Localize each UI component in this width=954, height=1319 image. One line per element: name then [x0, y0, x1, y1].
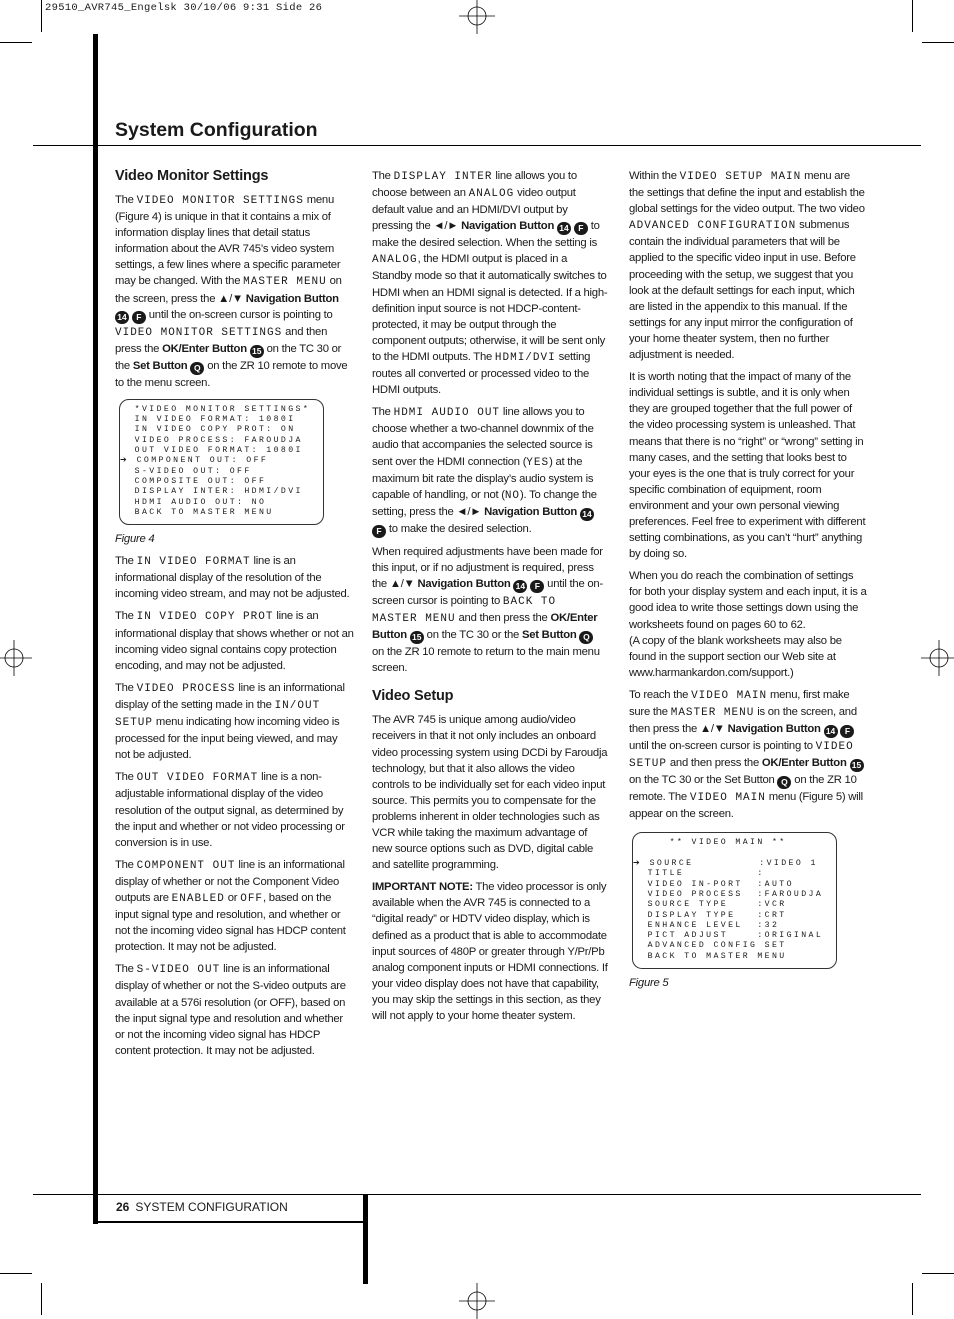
button-15-icon: 15: [850, 759, 864, 772]
button-f-icon: F: [372, 525, 386, 538]
button-q-icon: Q: [579, 631, 593, 644]
paragraph: The IN VIDEO FORMAT line is an informational display of the resolution of the incoming video stream, and may not be adjusted.: [115, 555, 350, 601]
registration-mark-icon: [921, 640, 954, 676]
paragraph: The AVR 745 is unique among audio/video receivers in that it not only includes an onboard video processing system using DCDi by Faroudja technology, but that it also allows the video controls to be individually set for each video input source. This permits you to compensate for the problems inherent in older technologies such as VCR while taking the maximum advantage of new source options such as DVD, digital cable and satellite programming.: [372, 714, 608, 872]
button-f-icon: F: [840, 725, 854, 738]
button-f-icon: F: [574, 222, 588, 235]
footer-underline: [97, 1221, 365, 1223]
crop-mark: [0, 42, 32, 43]
footer-bar: [363, 1194, 368, 1284]
button-f-icon: F: [132, 311, 146, 324]
figure-caption: Figure 5: [629, 977, 669, 990]
paragraph: The VIDEO MONITOR SETTINGS menu (Figure 4) is unique in that it contains a mix of information display lines that detail status information about the AVR 745’s video system settings, a few lines where a specific parameter may be changed. With the MASTER MENU on the screen, press the ▲/▼ Navigation Button 14 F until the on-screen cursor is pointing to VIDEO MONITOR SETTINGS and then press the OK/Enter Button 15 on the TC 30 or the Set Button Q on the ZR 10 remote to move to the menu screen.: [115, 194, 348, 389]
column-2: [372, 168, 608, 1030]
print-slug: 29510_AVR745_Engelsk 30/10/06 9:31 Side 26: [45, 2, 323, 14]
page-number: 26: [116, 1200, 130, 1214]
button-14-icon: 14: [824, 725, 838, 738]
paragraph: When required adjustments have been made for this input, or if no adjustment is required, press the ▲/▼ Navigation Button 14 F until the on-screen cursor is pointing to BACK TO MASTER MENU and then press the OK/Enter Button 15 on the TC 30 or the Set Button Q on the ZR 10 remote to return to the main menu screen.: [372, 545, 603, 675]
figure-caption: Figure 4: [115, 533, 155, 546]
osd-screen-figure-5: ** VIDEO MAIN ** ➔ SOURCE :VIDEO 1 TITLE : VIDEO IN-PORT :AUTO VIDEO PROCESS :FAROUDJA SOURCE TYPE :VCR DISPLAY TYPE :CRT ENHANCE LEVEL :32 PICT ADJUST :ORIGINAL ADVANCED CONFIG SET BACK TO MASTER MENU: [632, 832, 837, 969]
paragraph: The S-VIDEO OUT line is an informational display of whether or not the S-video outputs are available at a 576i resolution (or OFF), based on the input signal type and resolution and whether or not the incoming video signal has HDCP content protection. It may not be adjusted.: [115, 963, 346, 1057]
button-q-icon: Q: [777, 776, 791, 789]
button-14-icon: 14: [115, 311, 129, 324]
registration-mark-icon: [0, 640, 32, 676]
button-14-icon: 14: [557, 222, 571, 235]
paragraph: When you do reach the combination of settings for both your display system and each input, it is a good idea to write those settings down using the worksheets found on pages 60 to 62.: [629, 570, 867, 631]
footer-rule: [33, 1194, 921, 1195]
paragraph: The IN VIDEO COPY PROT line is an informational display that shows whether or not an incoming video signal contains copy protection encoding, and may not be adjusted.: [115, 610, 354, 672]
section-heading: Video Setup: [372, 688, 454, 705]
crop-mark: [922, 1273, 954, 1274]
paragraph: IMPORTANT NOTE: The video processor is only available when the AVR 745 is connected to a “digital ready” or HDTV video display, which is defined as a product that is able to accommodate input sources of 480P or greater through Y/Pr/Pb analog component inputs or HDMI connections. If your video display does not have that capability, you may skip the settings in this section, as they will not apply to your home theater system.: [372, 881, 608, 1023]
crop-mark: [912, 0, 913, 32]
button-15-icon: 15: [410, 631, 424, 644]
registration-mark-icon: [459, 0, 495, 34]
left-margin-bar: [93, 34, 98, 1224]
header-rule: [33, 145, 921, 146]
paragraph: It is worth noting that the impact of many of the individual settings is subtle, and it is only when they are grouped together that the full power of the video processing system is unleashed. That means that there is no “right” or “wrong” setting in many cases, and the setting that looks best to your eyes is the one that is truly correct for your specific combination of equipment, room environment and your own personal viewing preferences. Feel free to experiment with different setting combinations, as you can’t “hurt” anything by doing so.: [629, 371, 866, 561]
paragraph: The HDMI AUDIO OUT line allows you to choose whether a two-channel downmix of the audio that accompanies the selected source is sent over the HDMI connection (YES) at the maximum bit rate the display’s audio system is capable of handling, or not (NO). To change the setting, press the ◄/► Navigation Button 14 F to make the desired selection.: [372, 406, 597, 536]
crop-mark: [922, 42, 954, 43]
page-title: System Configuration: [115, 119, 318, 141]
registration-mark-icon: [459, 1283, 495, 1319]
paragraph: The VIDEO PROCESS line is an informational display of the setting made in the IN/OUT SETUP menu indicating how incoming video is processed for the input being viewed, and may not be adjusted.: [115, 681, 345, 762]
osd-screen-figure-4: *VIDEO MONITOR SETTINGS* IN VIDEO FORMAT: 1080I IN VIDEO COPY PROT: ON VIDEO PROCESS: FAROUDJA OUT VIDEO FORMAT: 1080I ➔ COMPONENT OUT: OFF S-VIDEO OUT: OFF COMPOSITE OUT: OFF DISPLAY INTER: HDMI/DVI HDMI AUDIO OUT: NO BACK TO MASTER MENU: [119, 399, 324, 525]
crop-mark: [912, 1283, 913, 1315]
paragraph: (A copy of the blank worksheets may also be found in the support section our Web site at www.harmankardon.com/support.): [629, 634, 842, 679]
paragraph: Within the VIDEO SETUP MAIN menu are the settings that define the input and establish the global settings for the video output. The two video ADVANCED CONFIGURATION submenus contain the individual parameters that will be applied to the specific video input in use. Before proceeding with the setup, we suggest that you look at the default settings for each input, which are listed in the appendix to this manual. If the settings for any input mirror the configuration of your home theater system, then no further adjustment is needed.: [629, 170, 865, 362]
button-f-icon: F: [530, 580, 544, 593]
button-14-icon: 14: [513, 580, 527, 593]
page-footer: [116, 1200, 288, 1214]
paragraph: The OUT VIDEO FORMAT line is a non-adjustable informational display of the video resolution of the output signal, as determined by the input and whether or not video processing or conversion is in use.: [115, 771, 345, 849]
paragraph: The DISPLAY INTER line allows you to choose between an ANALOG video output default value and an HDMI/DVI output by pressing the ◄/► Navigation Button 14 F to make the desired selection. When the setting is ANALOG, the HDMI output is placed in a Standby mode so that it automatically switches to HDMI when an HDMI signal is detected. If a high-definition input source is not HDCP-content-protected, it may be output through the component outputs; otherwise, it will be sent only to the HDMI outputs. The HDMI/DVI setting routes all converted or processed video to the HDMI outputs.: [372, 170, 608, 397]
crop-mark: [0, 1273, 32, 1274]
button-q-icon: Q: [190, 362, 204, 375]
column-3: [629, 168, 867, 997]
crop-mark: [41, 0, 42, 32]
crop-mark: [41, 1283, 42, 1315]
section-heading: Video Monitor Settings: [115, 168, 269, 184]
button-14-icon: 14: [580, 508, 594, 521]
button-15-icon: 15: [250, 345, 264, 358]
footer-section: SYSTEM CONFIGURATION: [135, 1200, 288, 1214]
paragraph: The COMPONENT OUT line is an informational display of whether or not the Component Video outputs are ENABLED or OFF, based on the input signal type and resolution, and whether or not the incoming video signal has HDCP content protection. It may not be adjusted.: [115, 858, 346, 954]
column-1: [115, 166, 355, 1065]
paragraph: To reach the VIDEO MAIN menu, first make sure the MASTER MENU is on the screen, and then press the ▲/▼ Navigation Button 14 F until the on-screen cursor is pointing to VIDEO SETUP and then press the OK/Enter Button 15 on the TC 30 or the Set Button Q on the ZR 10 remote. The VIDEO MAIN menu (Figure 5) will appear on the screen.: [629, 688, 863, 821]
